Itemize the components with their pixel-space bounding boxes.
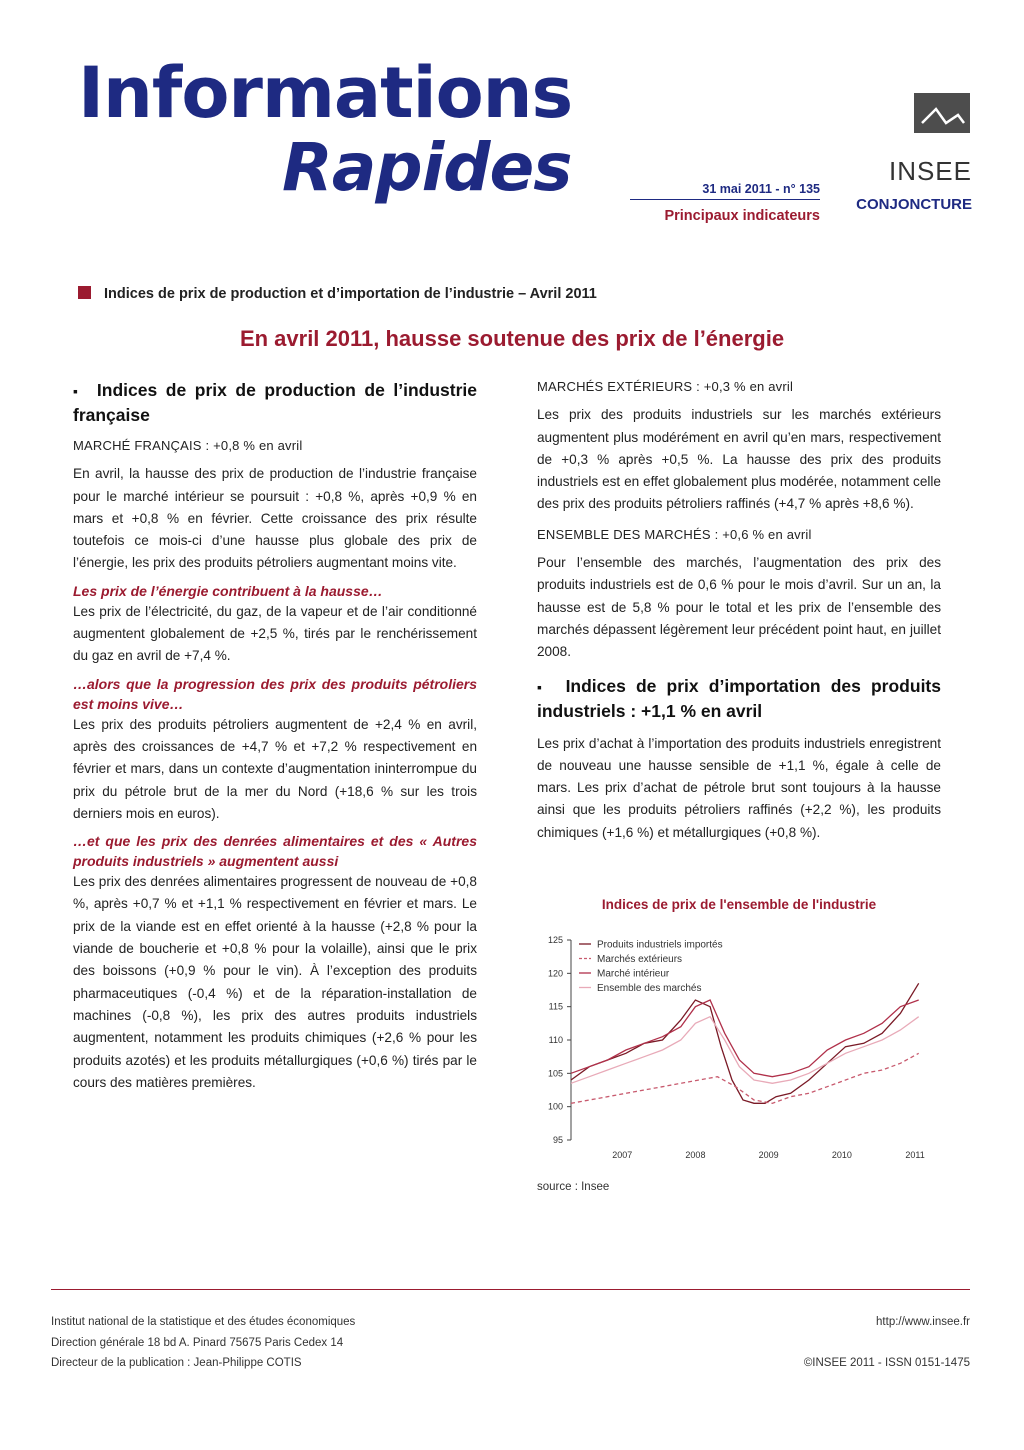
subheading-external-markets: MARCHÉS EXTÉRIEURS : +0,3 % en avril (537, 379, 794, 394)
price-index-chart (537, 928, 947, 1168)
paragraph: Les prix de l’électricité, du gaz, de la vapeur et de l’air conditionné augmentent globalement de +2,5 %, tirés par le renchérissement du gaz en avril de +7,4 %. (73, 603, 477, 664)
footer-line: Directeur de la publication : Jean-Philippe COTIS (51, 1357, 302, 1369)
legend-label: Produits industriels importés (597, 939, 723, 951)
chart-title: Indices de prix de l'ensemble de l'industrie (601, 897, 877, 912)
chart-source: source : Insee (537, 1181, 610, 1193)
headline: En avril 2011, hausse soutenue des prix de l’énergie (239, 326, 785, 351)
x-tick-label: 2007 (612, 1150, 633, 1160)
kicker: Indices de prix de production et d’importation de l’industrie – Avril 2011 (104, 286, 597, 302)
y-tick-label: 125 (547, 935, 563, 945)
series-line (571, 1053, 919, 1103)
paragraph: Les prix des produits industriels sur les marchés extérieurs augmentent plus modérément en avril qu’en mars, respectivement de +0,3 % après +0,5 %. La hausse des prix des produits industriels est en effet globalement plus modérée, notamment celle des prix des produits pétroliers raffinés (+4,7 % après +8,6 %). (537, 407, 941, 512)
org-name: INSEE (888, 156, 972, 186)
legend-label: Ensemble des marchés (597, 983, 702, 994)
issue-number: 31 mai 2011 - n° 135 (702, 182, 820, 196)
x-tick-label: 2009 (758, 1150, 779, 1160)
paragraph: En avril, la hausse des prix de production de l’industrie française pour le marché intérieur se poursuit : +0,8 %, après +0,9 % en mars et +0,8 % en février. Cette croissance des prix résulte toutefois ce mois-ci d’une hausse plus globale des prix de l’énergie, les prix des produits pétroliers augmentant moins vite. (73, 466, 477, 571)
y-tick-label: 120 (547, 968, 563, 979)
footer-url[interactable]: http://www.insee.fr (876, 1316, 970, 1328)
y-tick-label: 95 (552, 1135, 563, 1145)
paragraph: Pour l’ensemble des marchés, l’augmentation des prix des produits industriels est de 0,6 % pour le mois d’avril. Sur un an, la hausse est de 5,8 % pour le total et les prix de l’ensemble des marchés dépassent légèrement leur précédent point haut, en juillet 2008. (537, 555, 941, 660)
y-tick-label: 100 (547, 1101, 563, 1112)
paragraph: Les prix des denrées alimentaires progressent de nouveau de +0,8 %, après +0,7 % et +1,1 % respectivement en février et mars. Le prix de la viande est en effet orienté à la hausse (+2,8 % pour la viande de boucherie et +0,8 % pour la volaille), ainsi que le prix des boissons (+0,9 % pour le vin). À l’exception des produits pharmaceutiques (-0,4 %) et de la réparation-installation de machines (-0,8 %), les prix des autres produits industriels augmentent, notamment les produits chimiques (+2,6 % pour les produits azotés) et les produits métallurgiques (+0,6 %) tirés par le cours des matières premières. (73, 874, 477, 1090)
masthead-subtitle: Rapides (282, 129, 572, 206)
left-column (73, 378, 477, 1098)
footer-right (760, 1312, 970, 1374)
x-tick-label: 2010 (831, 1150, 852, 1160)
legend-label: Marchés extérieurs (597, 954, 683, 965)
org-subtitle: CONJONCTURE (856, 196, 972, 213)
bullet-icon: ▪ (537, 678, 566, 695)
legend-label: Marché intérieur (597, 968, 670, 980)
y-tick-label: 105 (547, 1068, 563, 1079)
red-subheading: Les prix de l’énergie contribuent à la hausse… (73, 582, 383, 599)
section-title-production: ▪ Indices de prix de production de l’industrie française (73, 380, 477, 425)
x-tick-label: 2011 (905, 1150, 925, 1160)
masthead-title: Informations (78, 52, 573, 134)
section-title-import: ▪ Indices de prix d’importation des produits industriels : +1,1 % en avril (537, 675, 941, 721)
series-line (571, 983, 919, 1103)
footer-line: Direction générale 18 bd A. Pinard 75675 Paris Cedex 14 (51, 1336, 344, 1349)
paragraph: Les prix des produits pétroliers augmentent de +2,4 % en avril, après des croissances de +4,7 % et +7,2 % respectivement en février et mars, dans un contexte d’augmentation ininterrompue du prix du pétrole brut de la mer du Nord (+18,6 % sur les trois derniers mois en euros). (73, 716, 477, 821)
red-subheading: …et que les prix des denrées alimentaires et des « Autres produits industriels » augmentent aussi (73, 833, 477, 870)
kicker-square-icon (78, 286, 91, 299)
header-rule (630, 199, 820, 200)
red-subheading: …alors que la progression des prix des produits pétroliers est moins vive… (73, 675, 477, 712)
y-tick-label: 110 (548, 1035, 563, 1045)
right-column (537, 376, 941, 848)
subheading-french-market: MARCHÉ FRANÇAIS : +0,8 % en avril (73, 438, 303, 453)
footer-copyright: ©INSEE 2011 - ISSN 0151-1475 (803, 1357, 970, 1369)
footer-line: Institut national de la statistique et des études économiques (51, 1316, 356, 1328)
series-line (571, 1000, 919, 1077)
bullet-icon: ▪ (73, 383, 97, 399)
y-tick-label: 115 (548, 1001, 563, 1012)
footer-address (51, 1312, 355, 1374)
subheading-all-markets: ENSEMBLE DES MARCHÉS : +0,6 % en avril (537, 526, 812, 542)
paragraph: Les prix d’achat à l’importation des produits industriels enregistrent de nouveau une hausse sensible de +1,1 %, égale à celle de mars. Les prix d’achat de pétrole brut sont toujours à la hausse ainsi que les produits pétroliers raffinés (+2,2 %), les produits chimiques (+1,6 %) et métallurgiques (+0,8 %). (537, 735, 941, 840)
series-label: Principaux indicateurs (664, 208, 820, 224)
footer-rule (51, 1289, 970, 1290)
insee-logo-icon (914, 93, 970, 153)
x-tick-label: 2008 (685, 1150, 706, 1160)
